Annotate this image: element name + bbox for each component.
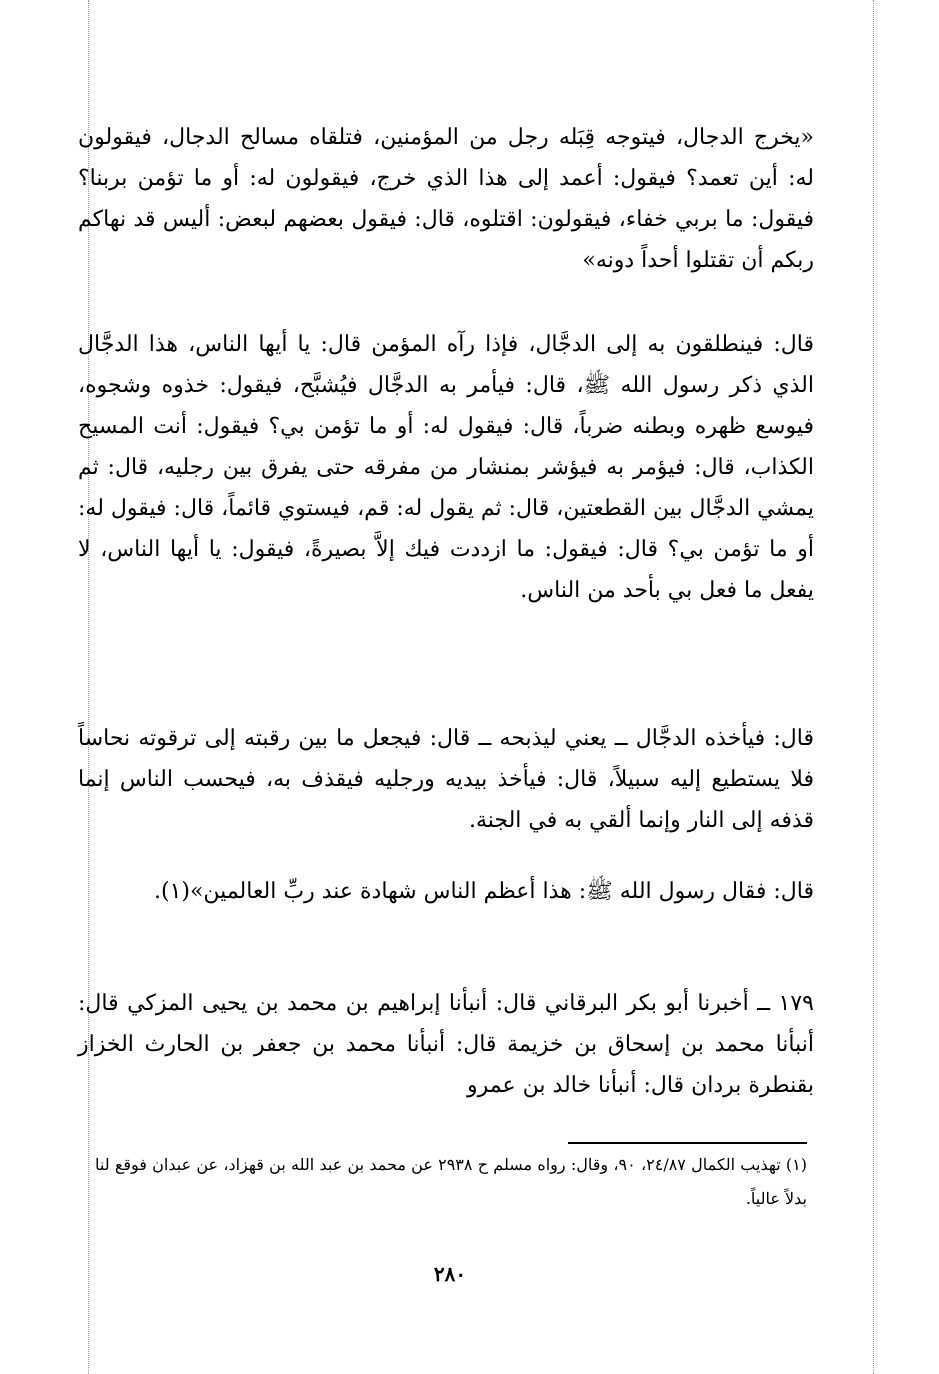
scan-margin-line-right	[873, 0, 874, 1374]
paragraph-3: قال: فيأخذه الدجَّال ــ يعني ليذبحه ــ قال: فيجعل ما بين رقبته إلى ترقوته نحاساً فلا يستطيع إليه سبيلاً، قال: فيأخذ بيديه ورجليه فيقذف به، فيحسب الناس إنما قذفه إلى النار وإنما ألقي به في الجنة.	[78, 726, 814, 833]
paragraph-1: «يخرج الدجال، فيتوجه قِبَله رجل من المؤمنين، فتلقاه مسالح الدجال، فيقولون له: أين تعمد؟ فيقول: أعمد إلى هذا الذي خرج، فيقولون له: أو ما تؤمن بربنا؟ فيقول: ما بربي خفاء، فيقولون: اقتلوه، قال: فيقول بعضهم لبعض: أليس قد نهاكم ربكم أن تقتلوا أحداً دونه»	[78, 125, 814, 273]
footnote: (١) تهذيب الكمال ٢٤/٨٧، ٩٠، وقال: رواه مسلم ح ٢٩٣٨ عن محمد بن عبد الله بن قهزاد، عن عبدان فوقع لنا بدلاً عالياً.	[95, 1155, 807, 1208]
paragraph-5: ١٧٩ ــ أخبرنا أبو بكر البرقاني قال: أنبأنا إبراهيم بن محمد بن يحيى المزكي قال: أنبأنا محمد بن إسحاق بن خزيمة قال: أنبأنا محمد بن جعفر بن الحارث الخزاز بقنطرة بردان قال: أنبأنا خالد بن عمرو	[78, 991, 814, 1098]
paragraph-4: قال: فقال رسول الله ﷺ: هذا أعظم الناس شهادة عند ربِّ العالمين»(١).	[153, 879, 814, 904]
paragraph-2: قال: فينطلقون به إلى الدجَّال، فإذا رآه المؤمن قال: يا أيها الناس، هذا الدجَّال الذي ذكر رسول الله ﷺ، قال: فيأمر به الدجَّال فيُشبَّح، فيقول: خذوه وشجوه، فيوسع ظهره وبطنه ضرباً، قال: فيقول له: أو ما تؤمن بي؟ فيقول: أنت المسيح الكذاب، قال: فيؤمر به فيؤشر بمنشار من مفرقه حتى يفرق بين رجليه، قال: ثم يمشي الدجَّال بين القطعتين، قال: ثم يقول له: قم، فيستوي قائماً، قال: فيقول له: أو ما تؤمن بي؟ قال: فيقول: ما ازددت فيك إلاَّ بصيرةً، فيقول: يا أيها الناس، لا يفعل ما فعل بي بأحد من الناس.	[78, 332, 814, 603]
footnote-separator	[568, 1142, 807, 1144]
page-number: ٢٨٠	[433, 1262, 467, 1286]
